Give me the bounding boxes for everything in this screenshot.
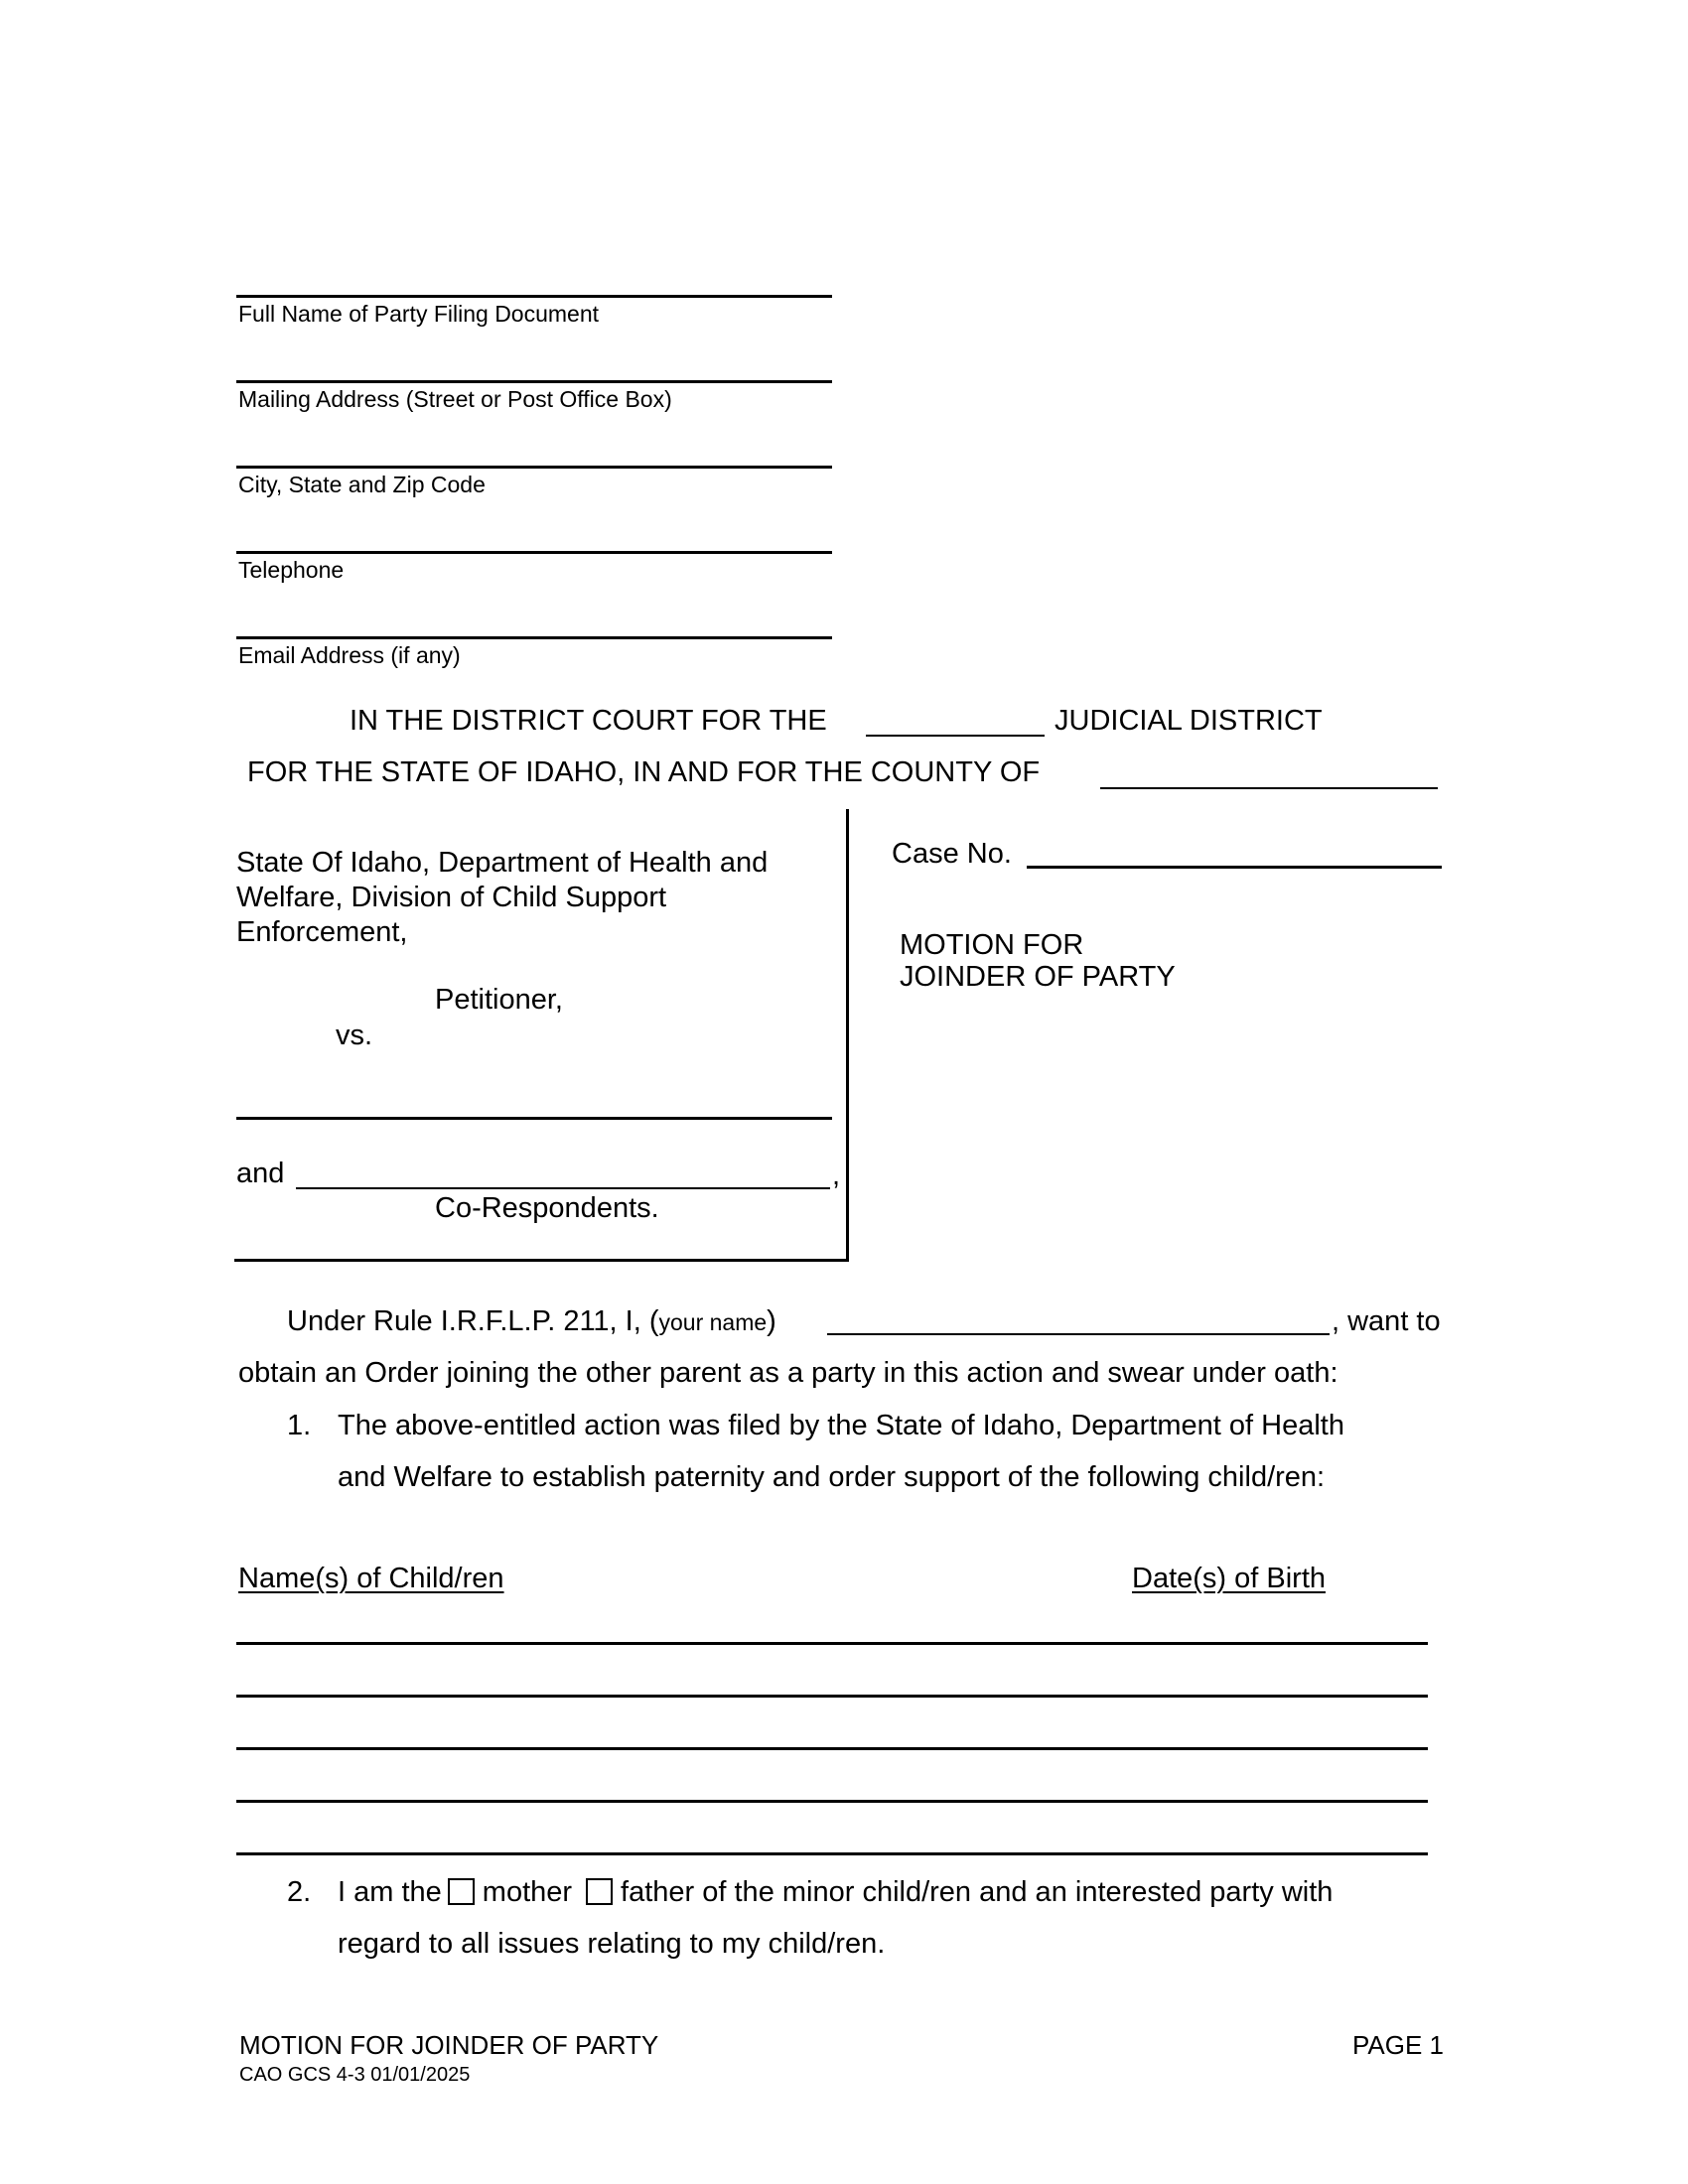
comma-mark: ,: [832, 1160, 841, 1191]
footer-title: MOTION FOR JOINDER OF PARTY: [239, 2030, 659, 2060]
case-no-label: Case No.: [892, 838, 1012, 870]
your-name-hint: your name: [658, 1309, 768, 1335]
father-checkbox[interactable]: [586, 1878, 613, 1905]
child-row-line[interactable]: [236, 1800, 1428, 1803]
and-label: and: [236, 1158, 285, 1189]
mailing-address-label: Mailing Address (Street or Post Office Box): [238, 386, 672, 412]
case-no-input-line[interactable]: [1027, 866, 1442, 869]
telephone-input-line[interactable]: [236, 551, 832, 554]
respondent-name-input-line[interactable]: [236, 1117, 832, 1120]
child-row-line[interactable]: [236, 1695, 1428, 1698]
county-input-line[interactable]: [1100, 787, 1438, 789]
child-row-line[interactable]: [236, 1642, 1428, 1645]
caption-bottom-rule: [234, 1259, 849, 1262]
telephone-label: Telephone: [238, 557, 345, 583]
item-1-line2: and Welfare to establish paternity and order support of the following child/ren:: [338, 1461, 1326, 1493]
footer-page-number: PAGE 1: [1352, 2030, 1445, 2060]
email-input-line[interactable]: [236, 636, 832, 639]
city-state-zip-label: City, State and Zip Code: [238, 472, 486, 497]
city-state-zip-input-line[interactable]: [236, 466, 832, 469]
vs-label: vs.: [336, 1020, 373, 1051]
children-dob-header: Date(s) of Birth: [1132, 1563, 1326, 1594]
full-name-label: Full Name of Party Filing Document: [238, 301, 600, 327]
item-2-number: 2.: [287, 1876, 312, 1908]
item-2-intro-text: I am the: [338, 1876, 442, 1908]
court-heading-line2: FOR THE STATE OF IDAHO, IN AND FOR THE COUNTY OF: [247, 756, 1041, 788]
document-title-line1: MOTION FOR: [900, 929, 1084, 961]
your-name-input-line[interactable]: [827, 1333, 1330, 1335]
intro-line1: [287, 1307, 776, 1336]
child-row-line[interactable]: [236, 1747, 1428, 1750]
document-title-line2: JOINDER OF PARTY: [900, 961, 1176, 993]
child-row-line[interactable]: [236, 1852, 1428, 1855]
intro-rule-text: Under Rule I.R.F.L.P. 211, I, (: [287, 1305, 659, 1337]
mailing-address-input-line[interactable]: [236, 380, 832, 383]
intro-line2: obtain an Order joining the other parent as a party in this action and swear under oath:: [238, 1357, 1338, 1389]
item-1-line1: The above-entitled action was filed by the State of Idaho, Department of Health: [338, 1410, 1344, 1441]
intro-want-to: , want to: [1332, 1305, 1441, 1337]
mother-checkbox[interactable]: [448, 1878, 475, 1905]
item-1-number: 1.: [287, 1410, 312, 1441]
petitioner-label: Petitioner,: [435, 984, 563, 1016]
item-2-line2: regard to all issues relating to my child/ren.: [338, 1928, 886, 1960]
full-name-input-line[interactable]: [236, 295, 832, 298]
judicial-district-input-line[interactable]: [866, 735, 1045, 737]
caption-divider: [846, 809, 849, 1260]
co-respondent-name-input-line[interactable]: [296, 1187, 830, 1189]
footer-form-code: CAO GCS 4-3 01/01/2025: [239, 2064, 471, 2086]
intro-paren-close: ): [767, 1305, 776, 1337]
mother-label: mother: [482, 1876, 573, 1908]
court-heading-line1-end: JUDICIAL DISTRICT: [1055, 705, 1323, 737]
email-label: Email Address (if any): [238, 642, 461, 668]
father-label: father of the minor child/ren and an interested party with: [621, 1876, 1334, 1908]
petitioner-name: State Of Idaho, Department of Health and Welfare, Division of Child Support Enforcement,: [236, 847, 769, 948]
co-respondents-label: Co-Respondents.: [435, 1192, 659, 1224]
children-names-header: Name(s) of Child/ren: [238, 1563, 504, 1594]
item-2-line1: [338, 1878, 1333, 1907]
court-heading-line1-start: IN THE DISTRICT COURT FOR THE: [350, 705, 827, 737]
